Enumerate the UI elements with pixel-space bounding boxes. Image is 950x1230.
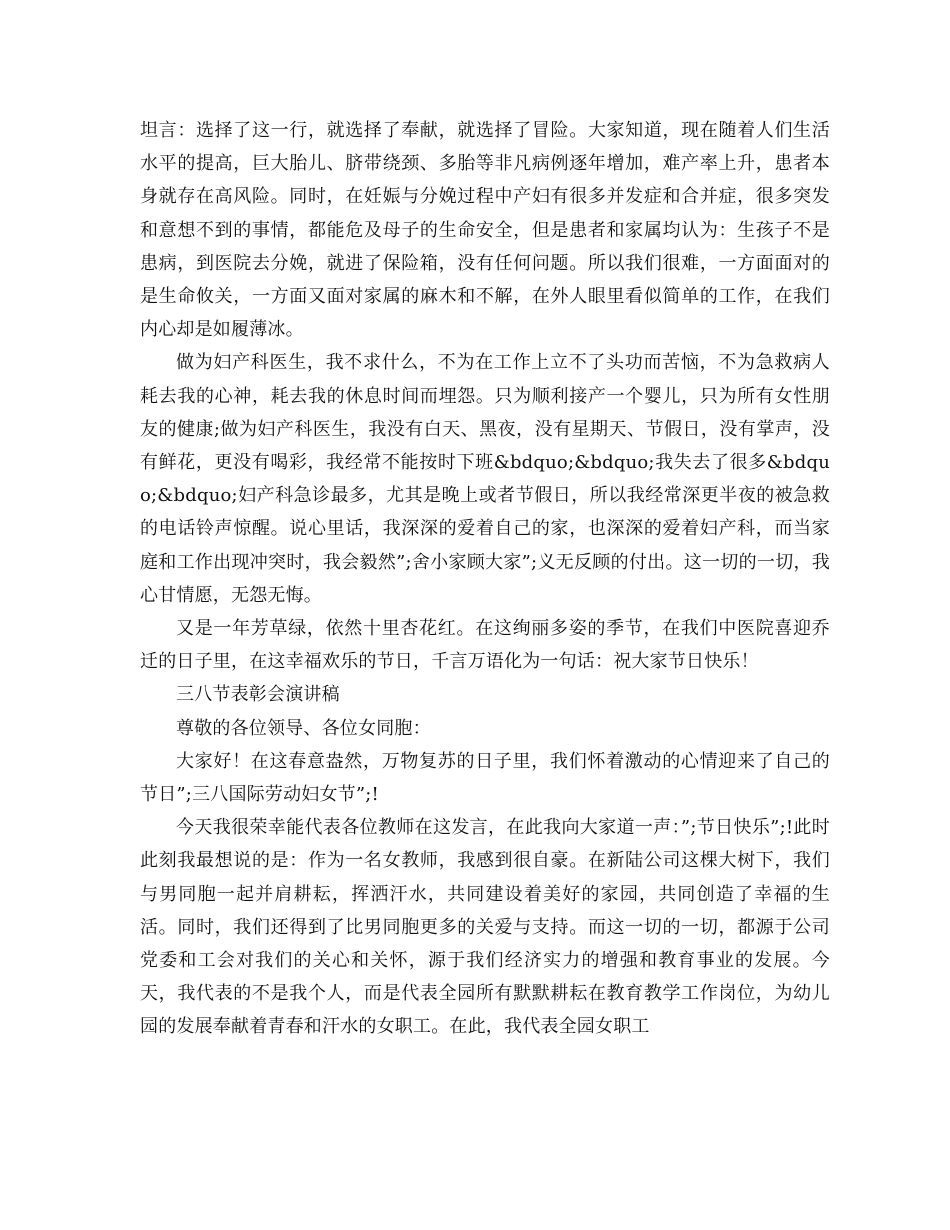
paragraph-greeting: 大家好！在这春意盎然，万物复苏的日子里，我们怀着激动的心情迎来了自己的节日”;三八国际劳动妇女节”;! [140, 750, 830, 806]
document-body [140, 114, 830, 1044]
section-title: 三八节表彰会演讲稿 [176, 684, 340, 706]
paragraph-1: 坦言：选择了这一行，就选择了奉献，就选择了冒险。大家知道，现在随着人们生活水平的提高，巨大胎儿、脐带绕颈、多胎等非凡病例逐年增加，难产率上升，患者本身就存在高风险。同时，在妊娠与分娩过程中产妇有很多并发症和合并症，很多突发和意想不到的事情，都能危及母子的生命安全，但是患者和家属均认为：生孩子不是患病，到医院去分娩，就进了保险箱，没有任何问题。所以我们很难，一方面面对的是生命攸关，一方面又面对家属的麻木和不解，在外人眼里看似简单的工作，在我们内心却是如履薄冰。 [140, 120, 830, 341]
salutation: 尊敬的各位领导、各位女同胞： [176, 717, 431, 739]
paragraph-speech: 今天我很荣幸能代表各位教师在这发言，在此我向大家道一声：”;节日快乐”;!此时此刻我最想说的是：作为一名女教师，我感到很自豪。在新陆公司这棵大树下，我们与男同胞一起并肩耕耘，挥洒汗水，共同建设着美好的家园，共同创造了幸福的生活。同时，我们还得到了比男同胞更多的关爱与支持。而这一切的一切，都源于公司党委和工会对我们的关心和关怀，源于我们经济实力的增强和教育事业的发展。今天，我代表的不是我个人，而是代表全园所有默默耕耘在教育教学工作岗位，为幼儿园的发展奉献着青春和汗水的女职工。在此，我代表全园女职工 [140, 817, 830, 1038]
paragraph-3: 又是一年芳草绿，依然十里杏花红。在这绚丽多姿的季节，在我们中医院喜迎乔迁的日子里，在这幸福欢乐的节日，千言万语化为一句话：祝大家节日快乐！ [140, 618, 830, 673]
paragraph-2: 做为妇产科医生，我不求什么，不为在工作上立不了头功而苦恼，不为急救病人耗去我的心神，耗去我的休息时间而埋怨。只为顺利接产一个婴儿，只为所有女性朋友的健康;做为妇产科医生，我没有白天、黑夜，没有星期天、节假日，没有掌声，没有鲜花，更没有喝彩，我经常不能按时下班&bdquo;&bdquo;我失去了很多&bdquo;&bdquo;妇产科急诊最多，尤其是晚上或者节假日，所以我经常深更半夜的被急救的电话铃声惊醒。说心里话，我深深的爱着自己的家，也深深的爱着妇产科，而当家庭和工作出现冲突时，我会毅然”;舍小家顾大家”;义无反顾的付出。这一切的一切，我心甘情愿，无怨无悔。 [140, 352, 830, 606]
